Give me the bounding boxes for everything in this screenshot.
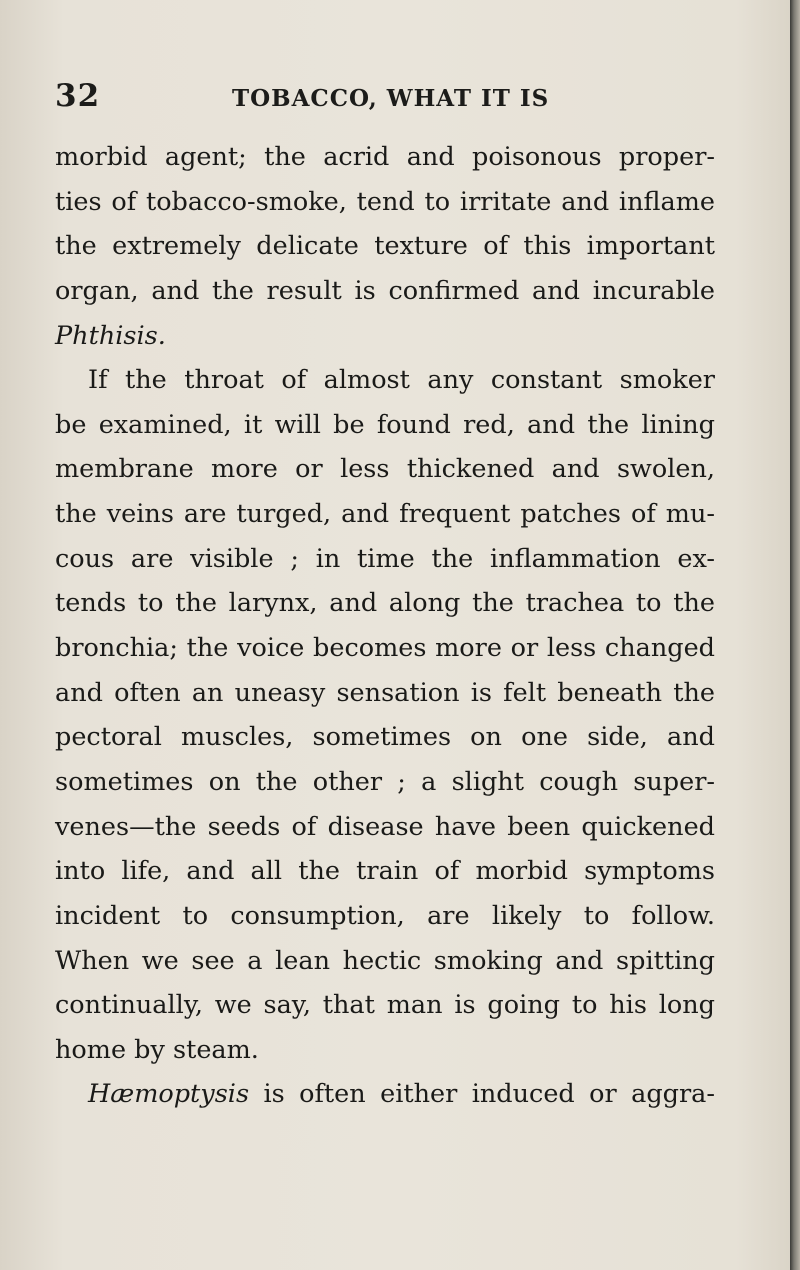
text-line: the veins are turged, and frequent patches of mu- [55,499,715,530]
text-line: continually, we say, that man is going to his long [55,990,715,1021]
text-line: tends to the larynx, and along the trachea to the [55,588,715,619]
text-line: venes—the seeds of disease have been quickened [55,811,715,842]
text-line: into life, and all the train of morbid symptoms [55,856,715,887]
page-edge-shadow [790,0,800,1270]
text-line: cous are visible ; in time the inflammation ex- [55,543,715,574]
text-line: organ, and the result is confirmed and incurable [55,275,715,306]
text-line: the extremely delicate texture of this important [55,231,715,262]
text-line: sometimes on the other ; a slight cough super- [55,766,715,797]
paragraph-start-line-haemoptysis [55,1072,715,1117]
text-line: membrane more or less thickened and swolen, [55,454,715,485]
text-line: bronchia; the voice becomes more or less changed [55,633,715,664]
text-fragment: is often either induced or aggra- [249,1079,715,1110]
text-line: morbid agent; the acrid and poisonous proper- [55,142,715,172]
body-text [55,135,715,1117]
text-line: pectoral muscles, sometimes on one side, and [55,722,715,753]
text-line: ties of tobacco-smoke, tend to irritate and inflame [55,186,715,217]
text-line: When we see a lean hectic smoking and spitting [55,945,715,976]
page-number: 32 [55,78,101,114]
text-line: incident to consumption, are likely to follow. [55,900,715,931]
text-line: be examined, it will be found red, and the lining [55,409,715,440]
haemoptysis-term: Hæmoptysis [88,1079,250,1110]
running-head [55,78,735,118]
running-title: TOBACCO, WHAT IT IS [232,85,550,112]
paragraph-start-line: If the throat of almost any constant smoker [88,365,715,396]
text-line-phthisis: Phthisis. [55,320,166,351]
text-line: and often an uneasy sensation is felt beneath the [55,677,715,708]
text-line: home by steam. [55,1034,259,1065]
